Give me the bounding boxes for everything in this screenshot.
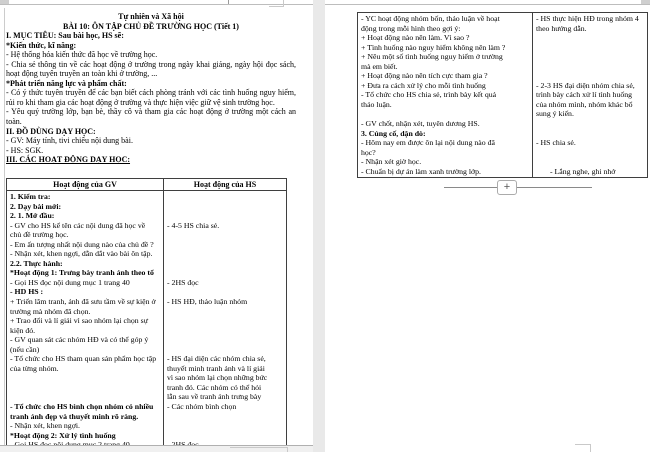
gv-line: - Hôm nay em được ôn lại nội dung nào đã [361, 138, 495, 148]
gv-line: + Nêu một số tình huống nguy hiểm ở trường [361, 52, 503, 62]
text-boundary-mark [575, 444, 591, 445]
intro-line: - Hệ thống hóa kiến thức đã học về trường học. [6, 50, 158, 60]
hs-line: sung ý kiến. [536, 109, 574, 119]
gv-line [361, 109, 531, 119]
gv-line: - Nhận xét, khen ngợi. [10, 421, 80, 431]
hs-line [536, 52, 646, 62]
column-header-hs: Hoạt động của HS [164, 179, 287, 191]
page-1 [0, 5, 313, 445]
gv-line: - HD HS : [10, 287, 44, 297]
gv-line: - Chuẩn bị dự án làm xanh trường lớp. [361, 166, 481, 176]
text-boundary-mark [269, 6, 284, 7]
intro-line: I. MỤC TIÊU: Sau bài học, HS sẽ: [6, 31, 124, 41]
hs-activities-cell [164, 191, 287, 452]
divider-line [517, 187, 592, 188]
gv-line: tranh ảnh đẹp và thuyết minh rõ ràng. [10, 411, 139, 421]
text-boundary-mark [230, 447, 288, 448]
gv-line: (nếu cần) [10, 344, 40, 354]
hs-line: của nhóm mình, nhóm khác bổ [536, 99, 633, 109]
intro-line: III. CÁC HOẠT ĐỘNG DẠY HỌC: [6, 155, 131, 165]
add-button[interactable]: + [497, 180, 517, 195]
gv-line: - GV cho HS kể tên các nội dung đã học về [10, 220, 146, 230]
gv-line: 2. 1. Mở đầu: [10, 211, 55, 221]
column-header-gv: Hoạt động của GV [7, 179, 164, 191]
gv-line: - Tổ chức cho HS chia sẻ, trình bày kết quả [361, 90, 497, 100]
hs-line: thuyết minh tranh ảnh và lí giải [167, 363, 265, 373]
hs-line: lẫn sau về tranh ảnh trưng bày [167, 392, 262, 402]
hs-line [536, 62, 646, 72]
hs-line: theo hướng dẫn. [536, 23, 587, 33]
table-body-row [7, 191, 287, 452]
gv-line: động trong mỗi hình theo gợi ý: [361, 23, 461, 33]
hs-line: - 2-3 HS đại diện nhóm chia sẻ, [536, 80, 635, 90]
gv-line: + Đưa ra cách xử lý cho mỗi tình huống [361, 80, 486, 90]
hs-line [167, 202, 285, 212]
hs-line [167, 345, 285, 355]
hs-line [536, 33, 646, 43]
gv-line: - Nhận xét giờ học. [361, 157, 422, 167]
intro-line: *Phát triển năng lực và phẩm chất: [6, 78, 127, 88]
gv-line: + Hoạt động nào nên làm. Vì sao ? [361, 33, 470, 43]
add-page-divider [444, 179, 592, 195]
intro-line: - GV: Máy tính, tivi chiếu nội dung bài. [6, 136, 133, 146]
intro-line: - Có ý thức tuyên truyền để các bạn biết cách phòng tránh với các tình huống nguy hiểm, rủi ro khi tham gia các hoạt động ở trường và thực hiện việc giữ vệ sinh trường học. [6, 88, 296, 107]
gv-line: 2. Dạy bài mới: [10, 201, 62, 211]
hs-line: - HS đại diện các nhóm chia sẻ, [167, 354, 266, 364]
gv-line: *Hoạt động 1: Trưng bày tranh ảnh theo tổ [10, 268, 154, 278]
hs-line: tranh đó. Các nhóm có thể hỏi [167, 382, 262, 392]
intro-line: - Chia sẻ thông tin về các hoạt động ở trường trong ngày khai giảng, ngày hội đọc sách, hoạt động tuyên truyền an toàn khi ở trường, ... [6, 59, 296, 79]
hs-line [167, 326, 285, 336]
hs-line: - Lắng nghe, ghi nhớ [550, 166, 616, 176]
gv-line: - Nhận xét, khen ngợi, dẫn dắt vào bài ôn tập. [10, 249, 153, 259]
gv-line: 3. Củng cố, dặn dò: [361, 128, 426, 138]
gv-line: của từng nhóm. [10, 363, 59, 373]
hs-line [536, 71, 646, 81]
text-boundary-mark [287, 447, 288, 452]
gv-line: chủ đề trường học. [10, 230, 69, 240]
activities-table-page1 [6, 178, 287, 452]
hs-line [167, 211, 285, 221]
hs-line [536, 148, 646, 158]
table-header-row [7, 179, 287, 191]
gv-line: + Trao đổi và lí giải vì sao nhóm lại chọn sự [10, 316, 148, 326]
hs-line [536, 43, 646, 53]
gv-line: mà em biết. [361, 61, 398, 71]
intro-line: *Kiến thức, kĩ năng: [6, 40, 77, 50]
hs-line [167, 230, 285, 240]
gv-line: *Hoạt động 2: Xử lý tình huống [10, 430, 116, 440]
divider-line [444, 187, 497, 188]
gv-line: - GV quan sát các nhóm HĐ và có thể góp ý [10, 335, 149, 345]
hs-line: trình bày cách xử lí tình huống [536, 90, 633, 100]
intro-line: BÀI 10: ÔN TẬP CHỦ ĐỀ TRƯỜNG HỌC (Tiết 1) [63, 21, 239, 31]
intro-line: Tự nhiên và Xã hội [118, 12, 184, 21]
hs-line [167, 287, 285, 297]
gv-line: 1. Kiểm tra: [10, 192, 51, 201]
text-boundary-mark [590, 444, 591, 452]
hs-line [536, 119, 646, 129]
gv-line: + Tình huống nào nguy hiểm không nên làm ? [361, 42, 506, 52]
table-body-row [358, 13, 648, 178]
hs-activities-cell [533, 13, 648, 178]
hs-line [167, 240, 285, 250]
hs-line [536, 157, 646, 167]
gv-line: kiện đó. [10, 325, 36, 335]
page-gap [313, 0, 325, 452]
hs-line: - Các nhóm bình chọn [167, 402, 237, 412]
hs-line: vì sao nhóm lại chọn những bức [167, 373, 268, 383]
hs-line: - HS chia sẻ. [536, 138, 576, 148]
hs-line [167, 249, 285, 259]
gv-line [10, 383, 162, 393]
hs-line [167, 307, 285, 317]
hs-line [167, 259, 285, 269]
gv-line: + Triển lãm tranh, ảnh đã sưu tầm về sự kiện ở [10, 297, 156, 307]
hs-line [167, 316, 285, 326]
hs-line [536, 129, 646, 139]
gv-line: - Em ấn tượng nhất nội dung nào của chủ đề ? [10, 239, 154, 249]
hs-line: - 4-5 HS chia sẻ. [167, 220, 220, 230]
hs-line [167, 268, 285, 278]
gv-line: + Hoạt động nào nên tích cực tham gia ? [361, 71, 488, 81]
gv-line: - GV chốt, nhận xét, tuyên dương HS. [361, 119, 480, 129]
hs-line [167, 421, 285, 431]
gv-line: 2.2. Thực hành: [10, 258, 63, 268]
hs-line: - HS thực hiện HĐ trong nhóm 4 [536, 14, 639, 23]
gv-line: - Gọi HS đọc nội dung mục 1 trang 40 [10, 277, 130, 287]
hs-line: - HS HĐ, thảo luận nhóm [167, 297, 248, 307]
hs-line [167, 335, 285, 345]
gv-line: học? [361, 147, 376, 157]
gv-activities-cell [7, 191, 164, 452]
gv-line: trường mà nhóm đã chọn. [10, 306, 91, 316]
gv-activities-cell [358, 13, 533, 178]
gv-line [10, 392, 162, 402]
page1-intro [6, 12, 296, 165]
gv-line: - Tổ chức cho HS bình chọn nhóm có nhiều [10, 402, 154, 412]
hs-line [167, 412, 285, 422]
hs-line [167, 192, 285, 202]
gv-line: - Tổ chức cho HS tham quan sản phẩm học tập [10, 354, 157, 364]
hs-line: - 2HS đọc [167, 277, 199, 287]
previous-page-table-border [228, 0, 229, 4]
intro-line: II. ĐỒ DÙNG DẠY HỌC: [6, 126, 96, 136]
hs-line [167, 431, 285, 441]
gv-line: - YC hoạt động nhóm bốn, thảo luận về hoạt [361, 14, 500, 23]
activities-table-page2 [357, 12, 648, 178]
gv-line [10, 373, 162, 383]
page1-left-edge [4, 8, 5, 445]
intro-line: - Yêu quý trường lớp, bạn bè, thầy cô và tham gia các hoạt động ở trường một cách an toàn. [6, 107, 296, 127]
gv-line: thảo luận. [361, 99, 392, 109]
intro-line: - HS: SGK. [6, 145, 44, 155]
